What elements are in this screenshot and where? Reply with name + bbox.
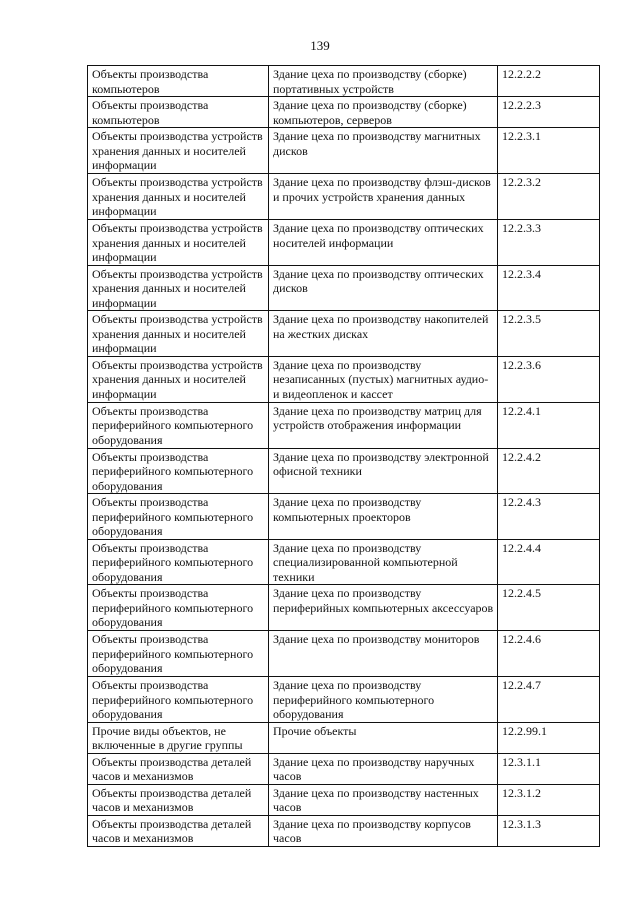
object-description-cell: Здание цеха по производству незаписанных (пустых) магнитных аудио-и видеопленок и кассет xyxy=(269,356,498,402)
table-row xyxy=(88,585,600,631)
object-type-cell: Объекты производства деталей часов и механизмов xyxy=(88,784,269,815)
object-type-cell: Объекты производства устройств хранения данных и носителей информации xyxy=(88,174,269,220)
code-cell: 12.2.3.4 xyxy=(498,265,600,311)
code-cell: 12.2.3.6 xyxy=(498,356,600,402)
object-description-cell: Здание цеха по производству оптических дисков xyxy=(269,265,498,311)
classification-table xyxy=(87,65,600,847)
code-cell: 12.2.4.6 xyxy=(498,631,600,677)
object-description-cell: Здание цеха по производству электронной офисной техники xyxy=(269,448,498,494)
table-row xyxy=(88,722,600,753)
code-cell: 12.2.4.5 xyxy=(498,585,600,631)
object-description-cell: Здание цеха по производству матриц для устройств отображения информации xyxy=(269,402,498,448)
object-description-cell: Здание цеха по производству накопителей на жестких дисках xyxy=(269,311,498,357)
table-row xyxy=(88,753,600,784)
code-cell: 12.2.4.3 xyxy=(498,494,600,540)
object-type-cell: Объекты производства периферийного компьютерного оборудования xyxy=(88,631,269,677)
table-row xyxy=(88,784,600,815)
object-type-cell: Объекты производства периферийного компьютерного оборудования xyxy=(88,677,269,723)
object-description-cell: Здание цеха по производству магнитных дисков xyxy=(269,128,498,174)
object-description-cell: Здание цеха по производству мониторов xyxy=(269,631,498,677)
table-body xyxy=(88,66,600,847)
object-description-cell: Прочие объекты xyxy=(269,722,498,753)
code-cell: 12.2.4.2 xyxy=(498,448,600,494)
table-row xyxy=(88,311,600,357)
code-cell: 12.2.4.4 xyxy=(498,539,600,585)
code-cell: 12.2.3.5 xyxy=(498,311,600,357)
table-row xyxy=(88,402,600,448)
object-type-cell: Объекты производства периферийного компьютерного оборудования xyxy=(88,539,269,585)
object-type-cell: Объекты производства компьютеров xyxy=(88,97,269,128)
object-description-cell: Здание цеха по производству специализированной компьютерной техники xyxy=(269,539,498,585)
object-description-cell: Здание цеха по производству настенных часов xyxy=(269,784,498,815)
object-description-cell: Здание цеха по производству (сборке) портативных устройств xyxy=(269,66,498,97)
object-description-cell: Здание цеха по производству флэш-дисков и прочих устройств хранения данных xyxy=(269,174,498,220)
code-cell: 12.2.3.3 xyxy=(498,220,600,266)
object-type-cell: Объекты производства устройств хранения данных и носителей информации xyxy=(88,265,269,311)
code-cell: 12.2.99.1 xyxy=(498,722,600,753)
code-cell: 12.2.3.1 xyxy=(498,128,600,174)
table-row xyxy=(88,448,600,494)
object-type-cell: Объекты производства периферийного компьютерного оборудования xyxy=(88,448,269,494)
table-row xyxy=(88,539,600,585)
code-cell: 12.3.1.1 xyxy=(498,753,600,784)
object-type-cell: Прочие виды объектов, не включенные в другие группы xyxy=(88,722,269,753)
table-row xyxy=(88,128,600,174)
code-cell: 12.2.2.3 xyxy=(498,97,600,128)
object-description-cell: Здание цеха по производству корпусов часов xyxy=(269,815,498,846)
object-type-cell: Объекты производства устройств хранения данных и носителей информации xyxy=(88,311,269,357)
table-row xyxy=(88,220,600,266)
object-type-cell: Объекты производства устройств хранения данных и носителей информации xyxy=(88,128,269,174)
object-type-cell: Объекты производства деталей часов и механизмов xyxy=(88,815,269,846)
code-cell: 12.2.4.1 xyxy=(498,402,600,448)
table-row xyxy=(88,356,600,402)
object-description-cell: Здание цеха по производству (сборке) компьютеров, серверов xyxy=(269,97,498,128)
object-description-cell: Здание цеха по производству компьютерных проекторов xyxy=(269,494,498,540)
table-row xyxy=(88,97,600,128)
code-cell: 12.3.1.2 xyxy=(498,784,600,815)
object-type-cell: Объекты производства компьютеров xyxy=(88,66,269,97)
table-row xyxy=(88,815,600,846)
object-description-cell: Здание цеха по производству наручных часов xyxy=(269,753,498,784)
code-cell: 12.3.1.3 xyxy=(498,815,600,846)
object-description-cell: Здание цеха по производству периферийного компьютерного оборудования xyxy=(269,677,498,723)
object-description-cell: Здание цеха по производству оптических носителей информации xyxy=(269,220,498,266)
object-type-cell: Объекты производства периферийного компьютерного оборудования xyxy=(88,494,269,540)
table-row xyxy=(88,265,600,311)
object-type-cell: Объекты производства устройств хранения данных и носителей информации xyxy=(88,356,269,402)
table-row xyxy=(88,174,600,220)
object-type-cell: Объекты производства деталей часов и механизмов xyxy=(88,753,269,784)
object-description-cell: Здание цеха по производству периферийных компьютерных аксессуаров xyxy=(269,585,498,631)
page-number: 139 xyxy=(310,38,330,53)
code-cell: 12.2.4.7 xyxy=(498,677,600,723)
object-type-cell: Объекты производства устройств хранения данных и носителей информации xyxy=(88,220,269,266)
table-row xyxy=(88,494,600,540)
object-type-cell: Объекты производства периферийного компьютерного оборудования xyxy=(88,402,269,448)
object-type-cell: Объекты производства периферийного компьютерного оборудования xyxy=(88,585,269,631)
table-row xyxy=(88,66,600,97)
table-row xyxy=(88,677,600,723)
code-cell: 12.2.2.2 xyxy=(498,66,600,97)
code-cell: 12.2.3.2 xyxy=(498,174,600,220)
table-row xyxy=(88,631,600,677)
